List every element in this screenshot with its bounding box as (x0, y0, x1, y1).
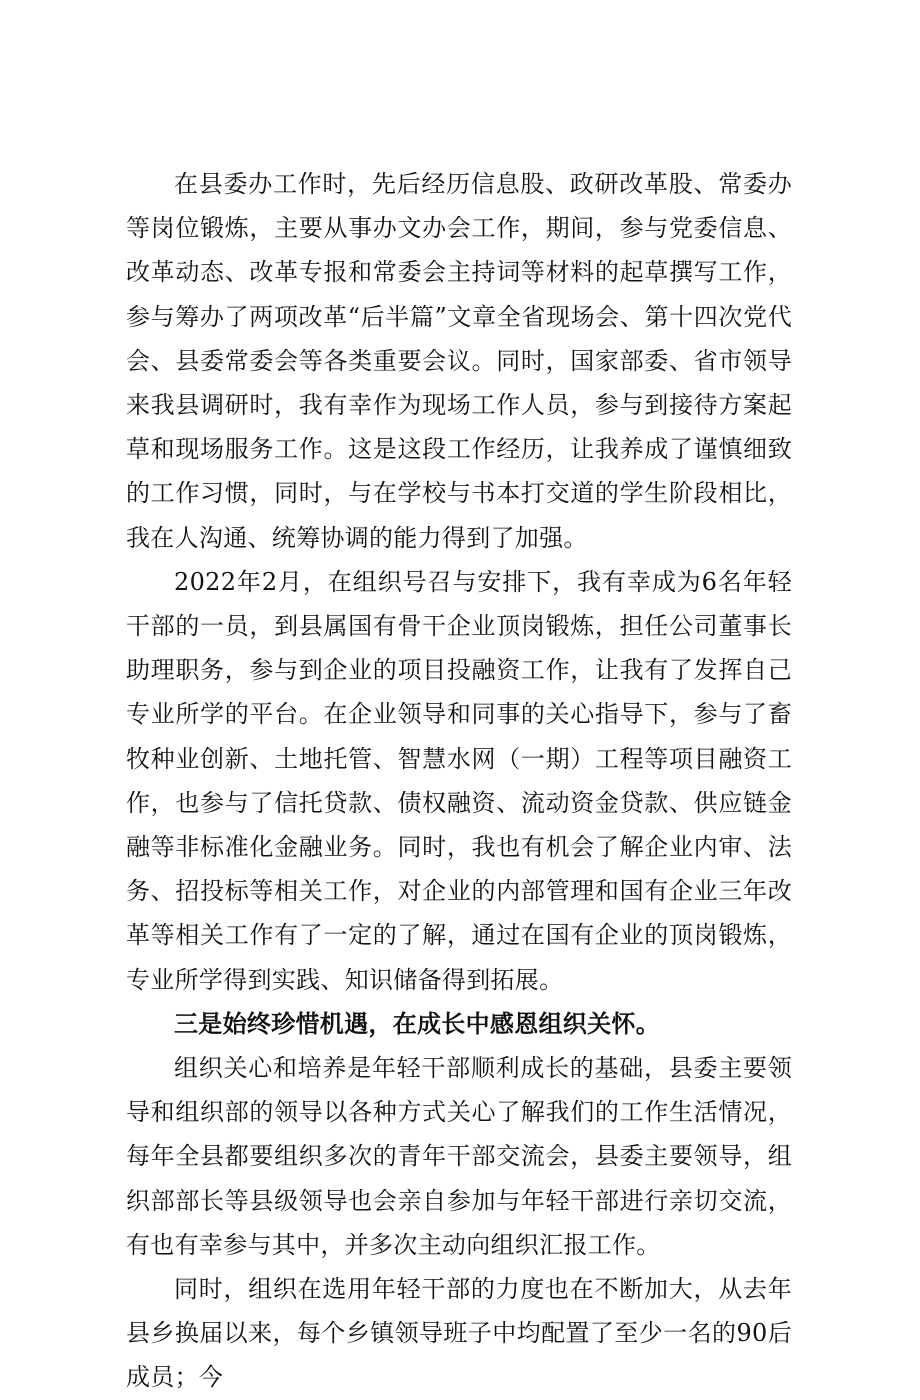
paragraph-enterprise-secondment: 2022年2月，在组织号召与安排下，我有幸成为6名年轻干部的一员，到县属国有骨干企业顶岗锻炼，担任公司董事长助理职务，参与到企业的项目投融资工作，让我有了发挥自己专业所学的平台。在企业领导和同事的关心指导下，参与了畜牧种业创新、土地托管、智慧水网（一期）工程等项目融资工作，也参与了信托贷款、债权融资、流动资金贷款、供应链金融等非标准化金融业务。同时，我也有机会了解企业内审、法务、招投标等相关工作，对企业的内部管理和国有企业三年改革等相关工作有了一定的了解，通过在国有企业的顶岗锻炼，专业所学得到实践、知识储备得到拓展。 (126, 567, 792, 994)
paragraph-young-cadre-selection: 同时，组织在选用年轻干部的力度也在不断加大，从去年县乡换届以来，每个乡镇领导班子中均配置了至少一名的90后成员；今 (126, 1275, 792, 1392)
document-body (126, 162, 792, 1400)
paragraph-county-office-experience: 在县委办工作时，先后经历信息股、政研改革股、常委办等岗位锻炼，主要从事办文办会工作，期间，参与党委信息、改革动态、改革专报和常委会主持词等材料的起草撰写工作，参与筹办了两项改革“后半篇”文章全省现场会、第十四次党代会、县委常委会等各类重要会议。同时，国家部委、省市领导来我县调研时，我有幸作为现场工作人员，参与到接待方案起草和现场服务工作。这是这段工作经历，让我养成了谨慎细致的工作习惯，同时，与在学校与书本打交道的学生阶段相比，我在人沟通、统筹协调的能力得到了加强。 (126, 170, 792, 552)
section-heading: 三是始终珍惜机遇，在成长中感恩组织关怀。 (174, 1008, 660, 1038)
paragraph-organization-care: 组织关心和培养是年轻干部顺利成长的基础，县委主要领导和组织部的领导以各种方式关心了解我们的工作生活情况，每年全县都要组织多次的青年干部交流会，县委主要领导，组织部部长等县级领导也会亲自参加与年轻干部进行亲切交流，有也有幸参与其中，并多次主动向组织汇报工作。 (126, 1054, 792, 1259)
